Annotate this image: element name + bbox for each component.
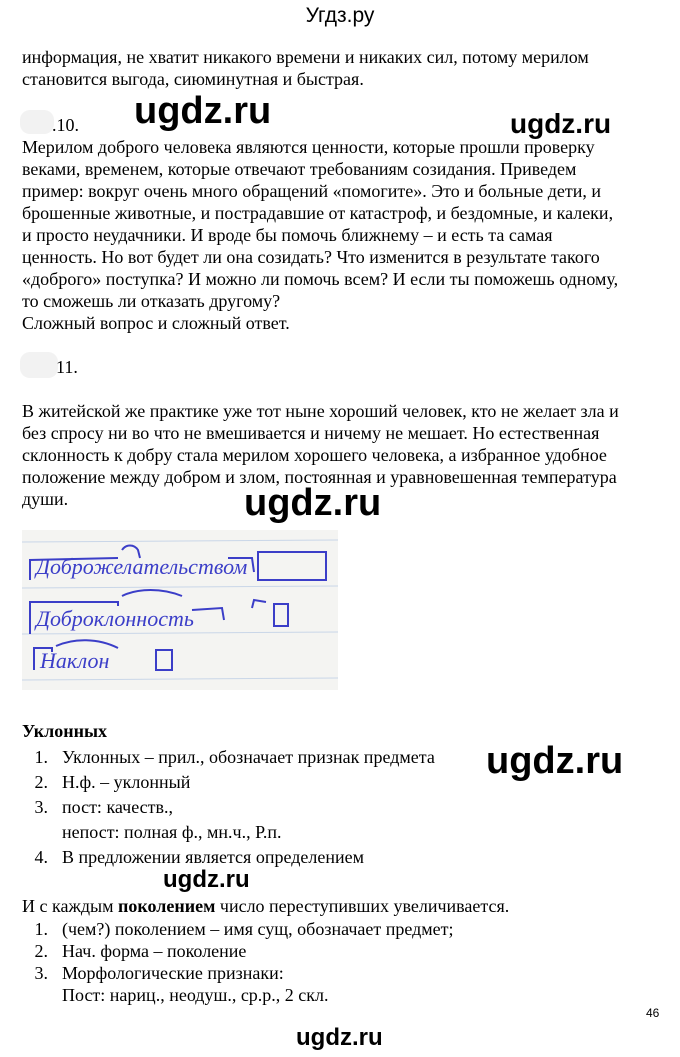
list-number: 1.: [34, 747, 48, 767]
number-blot: [20, 110, 54, 134]
sentence-part: И с каждым: [22, 896, 119, 916]
paragraph-top: [22, 46, 589, 90]
list-item: [22, 962, 454, 984]
ending-box: [274, 604, 288, 626]
text-line: информация, не хватит никакого времени и никаких сил, потому мерилом: [22, 47, 589, 67]
list-text: В предложении является определением: [62, 847, 364, 867]
suffix-mark: [192, 608, 224, 620]
list-item: [22, 918, 454, 940]
text-line: пример: вокруг очень много обращений «помогите». Это и больные дети, и: [22, 181, 601, 201]
list-item: [22, 984, 454, 1006]
text-line: души.: [22, 489, 69, 509]
site-title: Угдз.ру: [305, 4, 375, 27]
text-line: В житейской же практике уже тот ныне хороший человек, кто не желает зла и: [22, 401, 619, 421]
watermark: ugdz.ru: [134, 90, 272, 132]
handwritten-word: Доброклонность: [36, 606, 194, 631]
text-line: веками, временем, которые отвечают требованиям созидания. Приведем: [22, 159, 577, 179]
list-text: непост: полная ф., мн.ч., Р.п.: [62, 822, 282, 842]
sentence-part: число переступивших увеличивается.: [215, 896, 510, 916]
suffix-mark: [252, 600, 266, 608]
text-line: становится выгода, сиюминутная и быстрая.: [22, 69, 364, 89]
text-line: ценность. Но вот будет ли она созидать? Что изменится в результате такого: [22, 247, 600, 267]
text-line: Сложный вопрос и сложный ответ.: [22, 313, 290, 333]
analysis-list-1: [22, 746, 435, 868]
handwritten-word: Наклон: [40, 648, 110, 673]
sentence-bold-word: поколением: [118, 896, 216, 916]
watermark: ugdz.ru: [163, 866, 250, 893]
list-number: 2.: [34, 772, 48, 792]
list-item: [22, 821, 435, 843]
root-arc: [122, 590, 182, 596]
list-item: [22, 796, 435, 818]
list-item: [22, 771, 435, 793]
handwritten-photo: [22, 530, 338, 690]
root-arc: [56, 640, 118, 648]
list-item: [22, 846, 435, 868]
sentence-2: [22, 895, 509, 917]
list-text: Нач. форма – поколение: [62, 941, 247, 961]
list-text: пост: качеств.,: [62, 797, 174, 817]
notebook-paper: [22, 530, 338, 690]
analysis-heading: Уклонных: [22, 721, 107, 741]
list-number: 4.: [34, 847, 48, 867]
watermark: ugdz.ru: [486, 740, 624, 782]
text-line: и просто неудачники. И вроде бы помочь ближнему – и есть та самая: [22, 225, 553, 245]
list-text: (чем?) поколением – имя сущ, обозначает предмет;: [62, 919, 454, 939]
task-10-number: .10.: [52, 115, 79, 135]
ending-box: [156, 650, 172, 670]
ending-box: [258, 552, 326, 580]
list-text: Морфологические признаки:: [62, 963, 284, 983]
watermark: ugdz.ru: [244, 482, 382, 524]
list-text: Уклонных – прил., обозначает признак предмета: [62, 747, 435, 767]
text-line: «доброго» поступка? И можно ли помочь всем? И если ты поможешь одному,: [22, 269, 619, 289]
task-11-number: 11.: [56, 357, 78, 377]
list-item: [22, 746, 435, 768]
list-text: Н.ф. – уклонный: [62, 772, 191, 792]
text-line: без спросу ни во что не вмешивается и ничему не мешает. Но естественная: [22, 423, 600, 443]
list-item: [22, 940, 454, 962]
watermark: ugdz.ru: [510, 108, 612, 139]
list-number: 2.: [34, 941, 48, 961]
list-text: Пост: нариц., неодуш., ср.р., 2 скл.: [62, 985, 329, 1005]
text-line: Мерилом доброго человека являются ценности, которые прошли проверку: [22, 137, 595, 157]
task-10-text: [22, 136, 618, 334]
watermark: ugdz.ru: [296, 1024, 383, 1051]
list-number: 3.: [34, 797, 48, 817]
text-line: брошенные животные, и пострадавшие от катастроф, и бездомные, и калеки,: [22, 203, 614, 223]
list-number: 1.: [34, 919, 48, 939]
number-blot: [20, 352, 58, 378]
page-number: 46: [646, 1006, 660, 1020]
text-line: склонность к добру стала мерилом хорошего человека, а избранное удобное: [22, 445, 607, 465]
list-number: 3.: [34, 963, 48, 983]
text-line: положение между добром и злом, постоянная и уравновешенная температура: [22, 467, 617, 487]
text-line: то сможешь ли отказать другому?: [22, 291, 281, 311]
analysis-list-2: [22, 918, 454, 1006]
handwritten-word: Доброжелательством: [36, 554, 248, 579]
